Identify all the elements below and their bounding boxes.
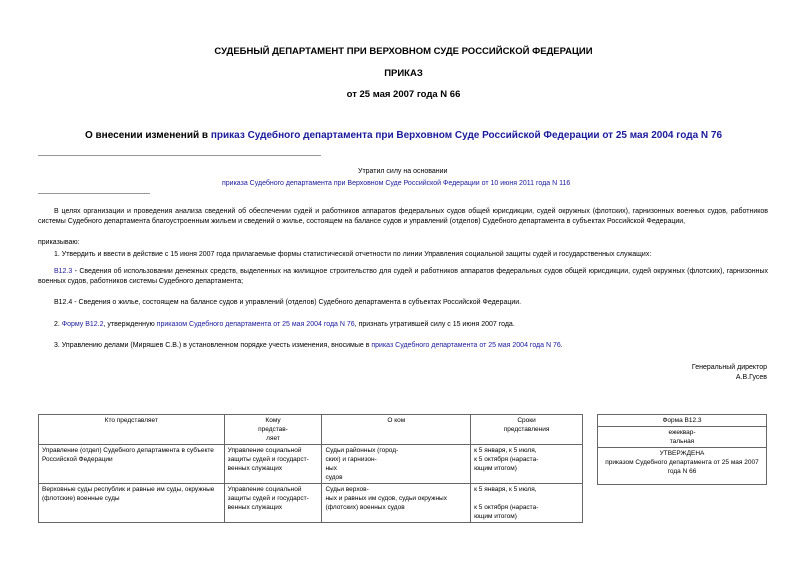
header-cell: Кто представляет: [39, 415, 225, 445]
header-cell: Кому представ- ляет: [224, 415, 322, 445]
table-cell: Судьи районных (город- ских) и гарнизон- ных судов: [322, 445, 471, 484]
item-2-end: , признать утратившей силу с 15 июня 2007 года.: [354, 321, 515, 328]
item-3-text: 3. Управлению делами (Миряшев С.В.) в установленном порядке учесть изменения, вносимые в: [54, 342, 372, 349]
table-row: [39, 484, 583, 523]
table-cell: к 5 января, к 5 июля, к 5 октября (нараста- ющим итогом): [471, 484, 583, 523]
status-text: Утратил силу на основании: [358, 168, 448, 175]
item-1: 1. Утвердить и ввести в действие с 15 июня 2007 года прилагаемые формы статистической отчетности по линии Управления социальной защиты судей и государственных служащих:: [54, 251, 652, 258]
order-76-link-2[interactable]: приказ Судебного департамента от 25 мая 2004 года N 76: [371, 342, 561, 349]
table-cell: Управление (отдел) Судебного департамента в субъекте Российской Федерации: [39, 445, 225, 484]
item-b123: [38, 267, 768, 287]
form-b123-text: - Сведения об использовании денежных средств, выделенных на жилищное строительство для судей и работников аппаратов федеральных судов общей юрисдикции, судей окружных (флотских), гарнизонных военных судов, работников системы Судебного департамента;: [38, 268, 768, 285]
report-table: [38, 414, 583, 523]
table-row: [39, 445, 583, 484]
divider-bottom: [38, 193, 150, 194]
table-cell: Верховные суды республик и равные им суды, окружные (флотские) военные суды: [39, 484, 225, 523]
doc-title: [0, 130, 807, 141]
item-2: [38, 320, 768, 330]
item-2-number: 2.: [54, 321, 62, 328]
order-76-link[interactable]: приказом Судебного департамента от 25 мая 2004 года N 76: [156, 321, 355, 328]
form-period: ежеквар- тальная: [598, 427, 767, 448]
intro-paragraph: В целях организации и проведения анализа сведений об обеспечении судей и работников аппаратов федеральных судов общей юрисдикции, судей окружных (флотских), гарнизонных военных судов, работников системы Судебного департамента благоустроенным жильем и сведений о жилье, состоящем на балансе судов и управлений (отделов) Судебного департамента в субъектах Российской Федерации,: [38, 208, 768, 225]
header-cell: Сроки представления: [471, 415, 583, 445]
repeal-order-link[interactable]: приказа Судебного департамента при Верховном Суде Российской Федерации от 10 июня 2011 года N 116: [222, 180, 571, 187]
item-b124: В12.4 - Сведения о жилье, состоящем на балансе судов и управлений (отделов) Судебного департамента в субъектах Российской Федерации.: [54, 299, 522, 306]
table-cell: Управление социальной защиты судей и государст- венных служащих: [224, 445, 322, 484]
order-word: приказываю:: [38, 239, 80, 246]
item-3-end: .: [560, 342, 563, 349]
signature-name: А.В.Гусев: [735, 374, 767, 381]
form-box: [597, 414, 767, 485]
form-approved: УТВЕРЖДЕНА приказом Судебного департамента от 25 мая 2007 года N 66: [598, 448, 767, 485]
table-cell: к 5 января, к 5 июля, к 5 октября (нараста- ющим итогом): [471, 445, 583, 484]
form-b122-link[interactable]: Форму В12.2: [61, 321, 104, 328]
table-cell: Судьи верхов- ных и равных им судов, судьи окружных (флотских) военных судов: [322, 484, 471, 523]
doc-date-number: от 25 мая 2007 года N 66: [346, 89, 461, 100]
form-label: Форма В12.3: [598, 415, 767, 427]
signature-position: Генеральный директор: [691, 364, 767, 371]
doc-title-prefix: О внесении изменений в: [84, 130, 211, 141]
header-cell: О ком: [322, 415, 471, 445]
divider-top: [38, 155, 321, 156]
item-2-mid: , утвержденную: [103, 321, 157, 328]
org-heading: СУДЕБНЫЙ ДЕПАРТАМЕНТ ПРИ ВЕРХОВНОМ СУДЕ РОССИЙСКОЙ ФЕДЕРАЦИИ: [214, 46, 593, 57]
table-header-row: [39, 415, 583, 445]
signature-block: [692, 363, 767, 383]
form-b123-link[interactable]: В12.3: [54, 268, 73, 275]
table-cell: Управление социальной защиты судей и государст- венных служащих: [224, 484, 322, 523]
amended-order-link[interactable]: приказ Судебного департамента при Верховном Суде Российской Федерации от 25 мая 2004 года N 76: [210, 130, 723, 141]
doc-type: ПРИКАЗ: [384, 68, 423, 79]
item-3: [38, 341, 768, 351]
